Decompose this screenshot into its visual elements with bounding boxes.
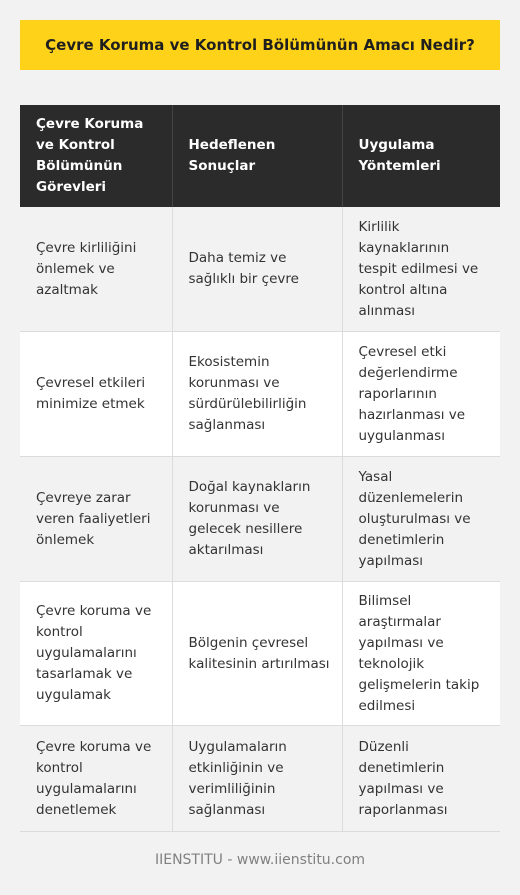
table-row xyxy=(20,582,500,726)
table-cell: Düzenli denetimlerin yapılması ve raporlanması xyxy=(342,726,500,832)
table-cell: Yasal düzenlemelerin oluşturulması ve denetimlerin yapılması xyxy=(342,457,500,582)
footer-credit: IIENSTITU - www.iienstitu.com xyxy=(154,852,366,868)
title-banner xyxy=(20,20,500,70)
data-table xyxy=(20,105,500,832)
table-row xyxy=(20,457,500,582)
table-cell: Kirlilik kaynaklarının tespit edilmesi ve kontrol altına alınması xyxy=(342,207,500,332)
column-header: Hedeflenen Sonuçlar xyxy=(172,105,342,207)
table-cell: Çevreye zarar veren faaliyetleri önlemek xyxy=(20,457,172,582)
page-title: Çevre Koruma ve Kontrol Bölümünün Amacı Nedir? xyxy=(45,36,475,54)
table-row xyxy=(20,726,500,832)
table-cell: Bilimsel araştırmalar yapılması ve teknolojik gelişmelerin takip edilmesi xyxy=(342,582,500,726)
column-header: Uygulama Yöntemleri xyxy=(342,105,500,207)
table-cell: Ekosistemin korunması ve sürdürülebilirliğin sağlanması xyxy=(172,332,342,457)
table-row xyxy=(20,332,500,457)
table-cell: Çevre koruma ve kontrol uygulamalarını tasarlamak ve uygulamak xyxy=(20,582,172,726)
column-header: Çevre Koruma ve Kontrol Bölümünün Görevleri xyxy=(20,105,172,207)
table-row xyxy=(20,207,500,332)
table-cell: Bölgenin çevresel kalitesinin artırılması xyxy=(172,582,342,726)
table-cell: Uygulamaların etkinliğinin ve verimliliğinin sağlanması xyxy=(172,726,342,832)
table-cell: Çevre kirliliğini önlemek ve azaltmak xyxy=(20,207,172,332)
table-cell: Çevresel etkileri minimize etmek xyxy=(20,332,172,457)
table-cell: Çevre koruma ve kontrol uygulamalarını denetlemek xyxy=(20,726,172,832)
table-cell: Çevresel etki değerlendirme raporlarının hazırlanması ve uygulanması xyxy=(342,332,500,457)
table-cell: Doğal kaynakların korunması ve gelecek nesillere aktarılması xyxy=(172,457,342,582)
table-header-row xyxy=(20,105,500,207)
table-cell: Daha temiz ve sağlıklı bir çevre xyxy=(172,207,342,332)
